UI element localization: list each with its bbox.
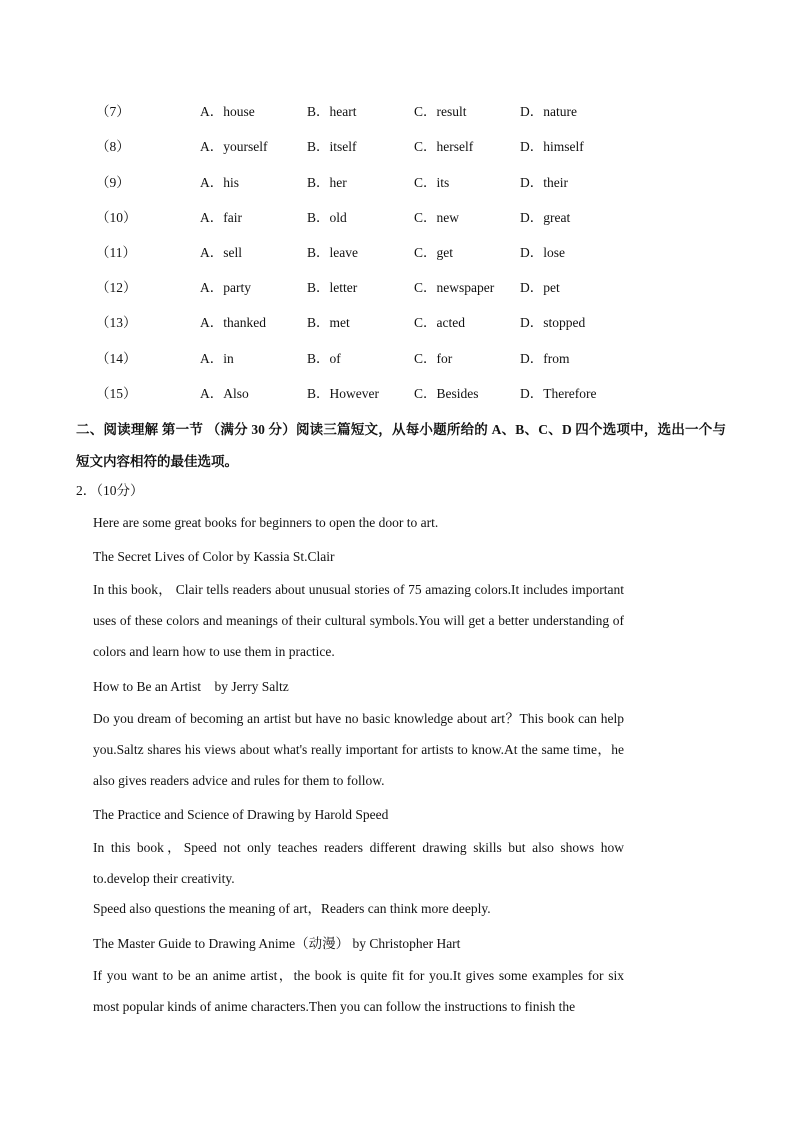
option-a: A．sell — [200, 245, 242, 260]
option-row — [0, 135, 794, 159]
option-d: D．great — [520, 210, 571, 225]
option-row — [0, 311, 794, 335]
book-description: If you want to be an anime artist，the book is quite fit for you.It gives some examples for six most popular kinds of anime characters.Then you can follow the instructions to finish the — [93, 968, 624, 1014]
book-title: How to Be an Artist by Jerry Saltz — [93, 679, 289, 694]
option-b: B．letter — [307, 280, 358, 295]
option-c: C．herself — [414, 139, 474, 154]
option-row — [0, 276, 794, 300]
option-b: B．heart — [307, 104, 357, 119]
option-row — [0, 206, 794, 230]
question-number: （13） — [96, 315, 137, 330]
option-d: D．nature — [520, 104, 577, 119]
book-description: Speed also questions the meaning of art，Readers can think more deeply. — [93, 901, 491, 916]
question-number-heading: 2．（10分） — [76, 483, 144, 498]
option-row — [0, 382, 794, 406]
question-number: （11） — [96, 245, 136, 260]
option-a: A．in — [200, 351, 234, 366]
section-heading: 二、阅读理解 第一节 （满分 30 分）阅读三篇短文，从每小题所给的 A、B、C、D 四个选项中，选出一个与短文内容相符的最佳选项。 — [76, 422, 726, 469]
option-row — [0, 171, 794, 195]
option-d: D．their — [520, 175, 568, 190]
option-c: C．get — [414, 245, 453, 260]
option-b: B．met — [307, 315, 350, 330]
passage-intro: Here are some great books for beginners to open the door to art. — [93, 515, 439, 530]
book-description: Do you dream of becoming an artist but have no basic knowledge about art？This book can help you.Saltz shares his views about what's really important for artists to know.At the same time，he also gives readers advice and rules for them to follow. — [93, 711, 624, 788]
book-description: In this book， Clair tells readers about unusual stories of 75 amazing colors.It includes important uses of these colors and meanings of their cultural symbols.You will get a better understanding of colors and learn how to use them in practice. — [93, 582, 624, 659]
option-c: C．new — [414, 210, 459, 225]
option-c: C．for — [414, 351, 453, 366]
book-title: The Master Guide to Drawing Anime（动漫） by Christopher Hart — [93, 936, 461, 951]
book-title: The Secret Lives of Color by Kassia St.Clair — [93, 549, 335, 564]
option-b: B．itself — [307, 139, 357, 154]
book-description: In this book，Speed not only teaches readers different drawing skills but also shows how to.develop their creativity. — [93, 840, 624, 886]
question-number: （8） — [96, 139, 130, 154]
option-c: C．newspaper — [414, 280, 495, 295]
option-c: C．acted — [414, 315, 465, 330]
book-title: The Practice and Science of Drawing by Harold Speed — [93, 807, 389, 822]
option-d: D．from — [520, 351, 570, 366]
option-a: A．Also — [200, 386, 249, 401]
option-d: D．himself — [520, 139, 584, 154]
option-c: C．result — [414, 104, 467, 119]
option-a: A．yourself — [200, 139, 268, 154]
option-b: B．her — [307, 175, 347, 190]
option-a: A．fair — [200, 210, 242, 225]
option-c: C．its — [414, 175, 450, 190]
question-number: （15） — [96, 386, 137, 401]
question-number: （7） — [96, 104, 130, 119]
option-row — [0, 241, 794, 265]
question-number: （12） — [96, 280, 137, 295]
option-d: D．stopped — [520, 315, 586, 330]
option-d: D．Therefore — [520, 386, 597, 401]
question-number: （10） — [96, 210, 137, 225]
option-d: D．lose — [520, 245, 565, 260]
option-a: A．house — [200, 104, 255, 119]
option-b: B．leave — [307, 245, 358, 260]
option-a: A．thanked — [200, 315, 266, 330]
option-b: B．However — [307, 386, 379, 401]
option-d: D．pet — [520, 280, 560, 295]
option-a: A．party — [200, 280, 251, 295]
question-number: （9） — [96, 175, 130, 190]
option-c: C．Besides — [414, 386, 479, 401]
option-row — [0, 100, 794, 124]
option-b: B．old — [307, 210, 347, 225]
option-b: B．of — [307, 351, 341, 366]
option-a: A．his — [200, 175, 240, 190]
option-row — [0, 347, 794, 371]
question-number: （14） — [96, 351, 137, 366]
